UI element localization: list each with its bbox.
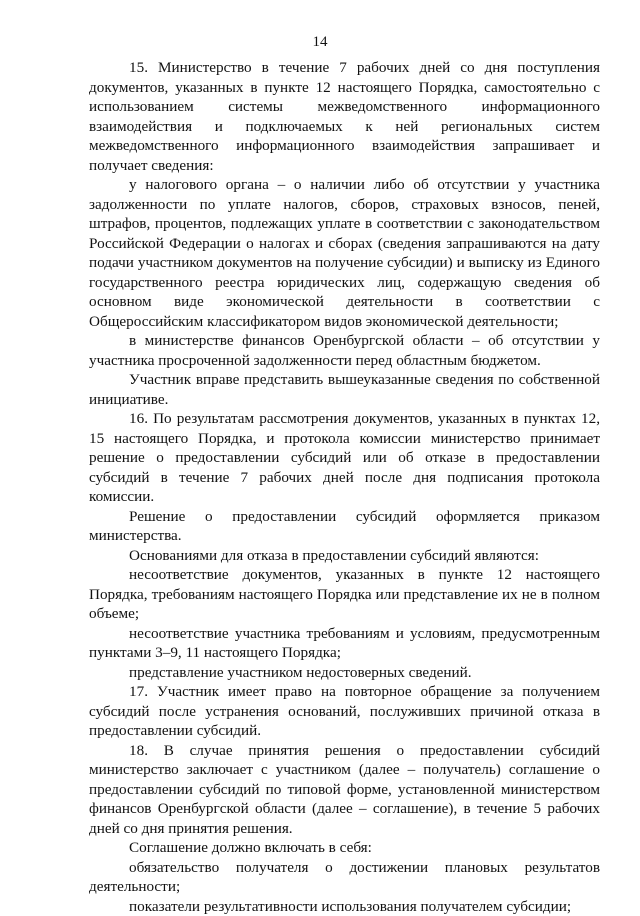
paragraph-refusal-requirements: несоответствие участника требованиям и условиям, предусмотренным пунктами 3–9, 11 настоящего Порядка; (89, 624, 600, 663)
paragraph-own-initiative: Участник вправе представить вышеуказанные сведения по собственной инициативе. (89, 370, 600, 409)
paragraph-obligation: обязательство получателя о достижении плановых результатов деятельности; (89, 858, 600, 897)
page-number: 14 (0, 33, 640, 53)
paragraph-16: 16. По результатам рассмотрения документов, указанных в пунктах 12, 15 настоящего Порядка, и протокола комиссии министерство принимает решение о предоставлении субсидий или об отказе в предоставлении субсидий в течение 7 рабочих дней после дня подписания протокола комиссии. (89, 409, 600, 507)
paragraph-15: 15. Министерство в течение 7 рабочих дней со дня поступления документов, указанных в пункте 12 настоящего Порядка, самостоятельно с использованием системы межведомственного информационного взаимодействия и подключаемых к ней региональных систем межведомственного информационного взаимодействия запрашивает и получает сведения: (89, 58, 600, 175)
paragraph-indicators: показатели результативности использования получателем субсидии; (89, 897, 600, 916)
document-body (89, 58, 600, 916)
paragraph-tax-authority: у налогового органа – о наличии либо об отсутствии у участника задолженности по уплате налогов, сборов, страховых взносов, пеней, штрафов, процентов, подлежащих уплате в соответствии с законодательством Российской Федерации о налогах и сборах (сведения запрашиваются на дату подачи участником документов на получение субсидии) и выписку из Единого государственного реестра юридических лиц, содержащую сведения об основном виде экономической деятельности в соответствии с Общероссийским классификатором видов экономической деятельности; (89, 175, 600, 331)
paragraph-refusal-false-info: представление участником недостоверных сведений. (89, 663, 600, 683)
paragraph-18: 18. В случае принятия решения о предоставлении субсидий министерство заключает с участником (далее – получатель) соглашение о предоставлении субсидий по типовой форме, установленной министерством финансов Оренбургской области (далее – соглашение), в течение 5 рабочих дней со дня принятия решения. (89, 741, 600, 839)
paragraph-finance-ministry: в министерстве финансов Оренбургской области – об отсутствии у участника просроченной задолженности перед областным бюджетом. (89, 331, 600, 370)
paragraph-refusal-grounds: Основаниями для отказа в предоставлении субсидий являются: (89, 546, 600, 566)
paragraph-17: 17. Участник имеет право на повторное обращение за получением субсидий после устранения оснований, послуживших причиной отказа в предоставлении субсидий. (89, 682, 600, 741)
paragraph-decision-order: Решение о предоставлении субсидий оформляется приказом министерства. (89, 507, 600, 546)
paragraph-refusal-documents: несоответствие документов, указанных в пункте 12 настоящего Порядка, требованиям настоящего Порядка или представление их не в полном объеме; (89, 565, 600, 624)
paragraph-agreement-includes: Соглашение должно включать в себя: (89, 838, 600, 858)
